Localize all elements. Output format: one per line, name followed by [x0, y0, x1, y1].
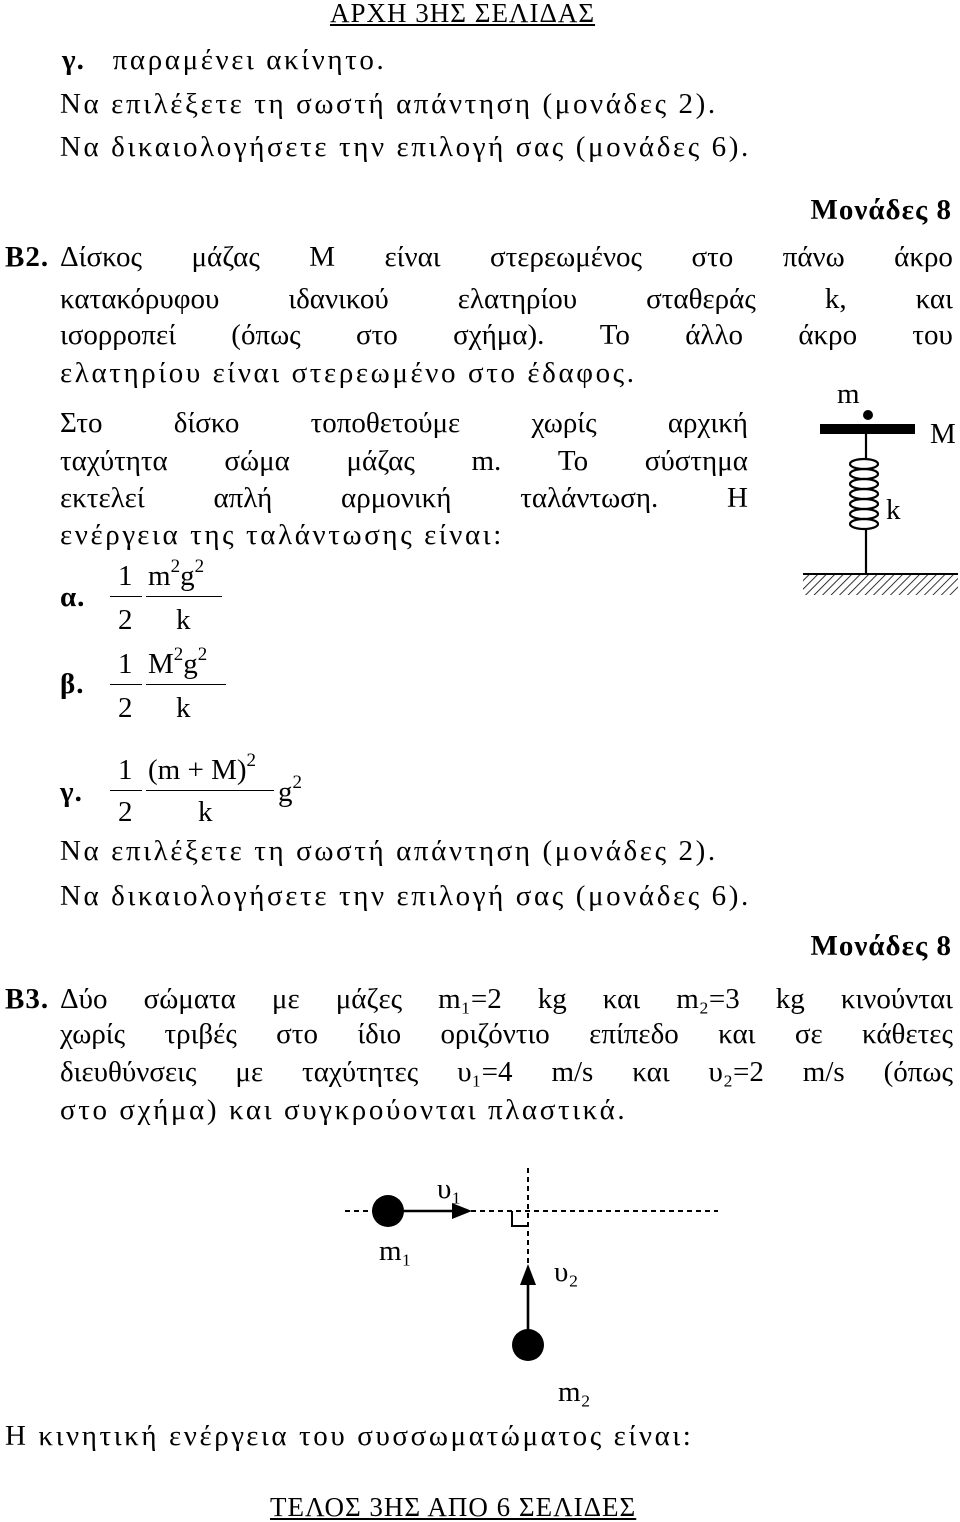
- word: και: [718, 1018, 756, 1050]
- word: στο: [355, 319, 398, 351]
- option-label: γ.: [60, 776, 83, 808]
- denominator: k: [198, 796, 213, 828]
- word: κινούνται: [840, 983, 953, 1015]
- body-m1: [372, 1195, 404, 1227]
- word: εκτελεί: [60, 482, 145, 514]
- b2-text-line: ελατηρίου είναι στερεωμένο στο έδαφος.: [60, 357, 637, 389]
- word: τριβές: [164, 1018, 237, 1050]
- question-line: Η κινητική ενέργεια του συσσωματώματος είναι:: [5, 1420, 694, 1452]
- word: δίσκο: [173, 407, 240, 439]
- b2-text-line: ενέργεια της ταλάντωσης είναι:: [60, 519, 504, 551]
- word: ίδιο: [357, 1018, 402, 1050]
- disk-label: M: [930, 418, 956, 450]
- word: Δύο: [60, 983, 108, 1015]
- body-m2: [512, 1329, 544, 1361]
- word: Η: [727, 482, 748, 514]
- word: άλλο: [685, 319, 744, 351]
- b2-marks: Μονάδες 8: [810, 930, 952, 962]
- word: κατακόρυφου: [60, 283, 220, 315]
- word: Το: [557, 445, 589, 477]
- m2-label: m₂: [558, 1376, 591, 1408]
- word: m₂=3: [676, 983, 740, 1015]
- option-text: παραμένει ακίνητο.: [112, 44, 387, 76]
- word: απλή: [213, 482, 273, 514]
- word: στερεωμένος: [490, 241, 643, 273]
- option-label: β.: [60, 668, 85, 700]
- m1-label: m₁: [379, 1235, 412, 1267]
- prev-justify-instruction: Να δικαιολογήσετε την επιλογή σας (μονάδες 6).: [60, 131, 751, 163]
- word: ταλάντωση.: [520, 482, 659, 514]
- word: χωρίς: [531, 407, 597, 439]
- word: ταχύτητες: [302, 1056, 419, 1088]
- word: σώματα: [143, 983, 236, 1015]
- word: kg: [775, 983, 805, 1015]
- prev-marks: Μονάδες 8: [810, 194, 952, 226]
- word: του: [912, 319, 953, 351]
- option-label: α.: [60, 581, 86, 613]
- page-footer: ΤΕΛΟΣ 3ΗΣ ΑΠΟ 6 ΣΕΛΙΔΕΣ: [270, 1492, 637, 1522]
- word: σώμα: [224, 445, 290, 477]
- word: m/s: [802, 1056, 845, 1088]
- word: m₁=2: [438, 983, 502, 1015]
- half-denominator: 2: [118, 604, 133, 636]
- word: ισορροπεί: [60, 319, 176, 351]
- half-numerator: 1: [118, 648, 133, 680]
- word: σχήμα).: [453, 319, 545, 351]
- denominator: k: [176, 604, 191, 636]
- word: ταχύτητα: [60, 445, 168, 477]
- b3-label: Β3.: [5, 983, 50, 1015]
- word: επίπεδο: [589, 1018, 679, 1050]
- word: είναι: [384, 241, 441, 273]
- word: με: [235, 1056, 264, 1088]
- numerator: $m^2g^2$: [148, 556, 205, 592]
- word: Μ: [309, 241, 336, 273]
- right-angle-mark: [512, 1211, 528, 1226]
- b2-label: Β2.: [5, 241, 50, 273]
- word: με: [271, 983, 300, 1015]
- word: τοποθετούμε: [310, 407, 461, 439]
- word: m.: [471, 445, 502, 477]
- word: ιδανικού: [288, 283, 389, 315]
- word: χωρίς: [60, 1018, 126, 1050]
- word: στο: [691, 241, 734, 273]
- word: διευθύνσεις: [60, 1056, 197, 1088]
- word: και: [632, 1056, 670, 1088]
- word: άκρο: [798, 319, 858, 351]
- option-label: γ.: [62, 44, 85, 76]
- word: μάζας: [191, 241, 260, 273]
- v2-label: υ₂: [554, 1256, 579, 1288]
- word: μάζες: [335, 983, 403, 1015]
- mass-label: m: [837, 378, 860, 410]
- word: Δίσκος: [60, 241, 143, 273]
- word: κάθετες: [862, 1018, 953, 1050]
- numerator: $(m + M)^2$: [148, 750, 257, 786]
- word: σε: [794, 1018, 823, 1050]
- word: Στο: [60, 407, 103, 439]
- b2-justify-instruction: Να δικαιολογήσετε την επιλογή σας (μονάδες 6).: [60, 880, 751, 912]
- b3-text-line: στο σχήμα) και συγκρούονται πλαστικά.: [60, 1094, 628, 1126]
- b2-select-instruction: Να επιλέξετε τη σωστή απάντηση (μονάδες 2).: [60, 835, 718, 867]
- word: (όπως: [231, 319, 301, 351]
- word: k,: [824, 283, 847, 315]
- word: m/s: [551, 1056, 594, 1088]
- word: Το: [599, 319, 630, 351]
- word: σύστημα: [644, 445, 748, 477]
- word: σταθεράς: [646, 283, 756, 315]
- factor: $g^2$: [278, 772, 302, 808]
- word: και: [602, 983, 641, 1015]
- spring-label: k: [886, 494, 901, 526]
- word: (όπως: [883, 1056, 953, 1088]
- half-denominator: 2: [118, 692, 133, 724]
- word: άκρο: [894, 241, 953, 273]
- word: αρχική: [667, 407, 748, 439]
- half-numerator: 1: [118, 560, 133, 592]
- denominator: k: [176, 692, 191, 724]
- word: kg: [537, 983, 567, 1015]
- numerator: $M^2g^2$: [148, 644, 208, 680]
- word: στο: [276, 1018, 318, 1050]
- prev-select-instruction: Να επιλέξετε τη σωστή απάντηση (μονάδες 2).: [60, 88, 718, 120]
- half-denominator: 2: [118, 796, 133, 828]
- page-header: ΑΡΧΗ 3ΗΣ ΣΕΛΙΔΑΣ: [330, 0, 596, 28]
- v1-label: υ₁: [437, 1173, 462, 1205]
- word: μάζας: [346, 445, 415, 477]
- word: και: [915, 283, 953, 315]
- word: οριζόντιο: [440, 1018, 550, 1050]
- half-numerator: 1: [118, 754, 133, 786]
- word: υ₁=4: [457, 1056, 513, 1088]
- word: πάνω: [782, 241, 845, 273]
- word: αρμονική: [341, 482, 452, 514]
- word: υ₂=2: [708, 1056, 764, 1088]
- word: ελατηρίου: [457, 283, 578, 315]
